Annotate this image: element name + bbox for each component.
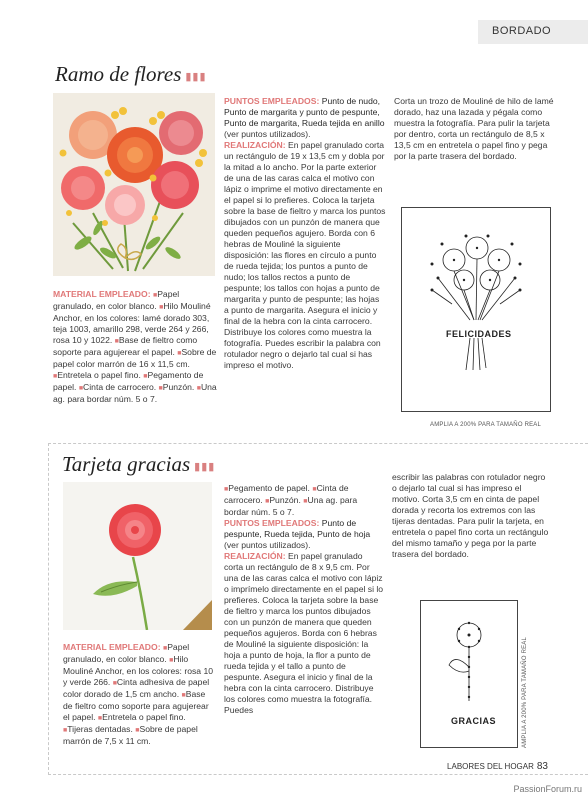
rose-embroidery-image	[63, 482, 212, 630]
article1-finishing-text: Corta un trozo de Mouliné de hilo de lamé dorado, haz una lazada y pégala como muestra la fotografía. Para pulir la tarjeta por dentro, corta un rectángulo de 8,5 x 13,5 cm en entretela o papel fino y pega por la parte trasera del bordado.	[394, 96, 554, 161]
magazine-footer	[447, 761, 548, 772]
article2-instructions: ■Pegamento de papel. ■Cinta de carrocero. ■Punzón. ■Una ag. para bordar núm. 5 o 7. PUNTOS EMPLEADOS: Punto de pespunte, Rueda tejida, Punto de hoja (ver puntos utilizados). REALIZACIÓN: En papel granulado corta un rectángulo de 8 x 9,5 cm. Por una de las caras calca el motivo con lápiz o imprímelo directamente en el papel si lo prefieres. Coloca la tarjeta sobre la base de fieltro y marca los puntos dibujados con un punzón de manera que queden pequeños agujeros. Borda con 6 hebras de Mouliné la siguiente disposición: la hoja a punto de hoja, la flor a punto de rueda tejida y el tallo a punto de pespunte. Asegura el inicio y final de la hebra con la cinta carrocero. Distribuye los colores como muestra la fotografía. Puedes	[224, 483, 384, 715]
article1-title: Ramo de flores ▮▮▮	[55, 62, 207, 86]
article1-pattern-template	[401, 207, 551, 412]
article1-materials: MATERIAL EMPLEADO: ■Papel granulado, en color blanco. ■Hilo Mouliné Anchor, en los colores: lamé dorado 303, teja 1003, amarillo 298, verde 264 y 266, rosa 10 y 1022. ■Base de fieltro como soporte para agujerear el papel. ■Sobre de papel color marrón de 16 x 11,5 cm. ■Entretela o papel fino. ■Pegamento de papel. ■Cinta de carrocero. ■Punzón. ■Una ag. para bordar núm. 5 o 7.	[53, 289, 217, 404]
article2-materials: MATERIAL EMPLEADO: ■Papel granulado, en color blanco. ■Hilo Mouliné Anchor, en los colores: rosa 10 y verde 266. ■Cinta adhesiva de papel color dorado de 1,5 cm ancho. ■Base de fieltro como soporte para agujerear el papel. ■Entretela o papel fino. ■Tijeras dentadas. ■Sobre de papel marrón de 7,5 x 11 cm.	[63, 642, 213, 746]
magazine-name: LABORES DEL HOGAR	[447, 762, 534, 771]
section-label: BORDADO	[492, 25, 552, 37]
section-tab	[478, 20, 588, 44]
article2-finishing-text: escribir las palabras con rotulador negro o dejarlo tal cual si has impreso el motivo. Corta 3,5 cm en cinta de papel dorada y recorta los extremos con las tijeras dentadas. Para pulir la tarjeta, en entretela o papel fino corta un rectángulo del mismo tamaño y pega por la parte trasera del bordado.	[392, 472, 549, 559]
gracias-caption: GRACIAS	[451, 716, 497, 726]
article1-instructions: PUNTOS EMPLEADOS: Punto de nudo, Punto de margarita y punto de pespunte, Punto de margarita, Rueda tejida en anillo (ver puntos utilizados). REALIZACIÓN: En papel granulado corta un rectángulo de 19 x 13,5 cm y dobla por la mitad a lo ancho. Por la parte exterior de una de las caras calca el motivo con lápiz o imprime el motivo directamente en el papel si lo prefieres. Coloca la tarjeta sobre la base de fieltro y marca los puntos dibujados con un punzón de manera que queden pequeños agujero. Borda con 6 hebras de Mouliné la siguiente disposición: las flores en círculo a punto de rueda tejida; los puntos a punto de nudo; los tallos rectos a punto de pespunte; los tallos con hojas a punto de margarita y punto de pespunte; las hojas a punto de margarita. Asegura el inicio y final de la hebra con la cinta carrocero. Distribuye los colores como muestra la fotografía. Puedes escribir la palabra con rotulador negro o dejarlo tal cual si has impreso el motivo.	[224, 96, 386, 370]
felicidades-caption: FELICIDADES	[446, 329, 512, 339]
difficulty-reels-icon: ▮▮▮	[185, 70, 207, 83]
bouquet-photo	[53, 93, 215, 276]
page-number: 83	[536, 761, 548, 772]
rose-card-photo	[63, 482, 212, 630]
article2-pattern-template	[420, 600, 518, 748]
article2-scale-note: AMPLIA A 200% PARA TAMAÑO REAL	[522, 636, 528, 748]
watermark: PassionForum.ru	[513, 784, 582, 794]
article1-scale-note: AMPLIA A 200% PARA TAMAÑO REAL	[430, 422, 542, 428]
article2-title: Tarjeta gracias ▮▮▮	[62, 452, 216, 476]
difficulty-reels-icon: ▮▮▮	[194, 460, 216, 473]
bouquet-pattern-drawing	[402, 208, 550, 411]
bouquet-embroidery-image	[53, 93, 215, 276]
